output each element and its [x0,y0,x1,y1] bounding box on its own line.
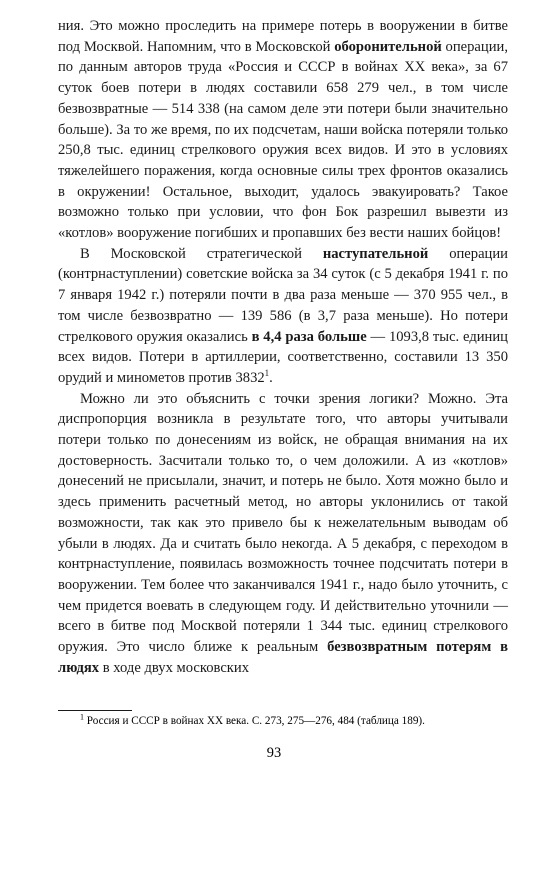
page-number: 93 [266,745,282,761]
paragraph-1 [58,16,508,244]
footnote-ref: 1 [264,368,270,379]
footnote-text: Россия и СССР в войнах XX века. С. 273, 275—276, 484 (таблица 189). [84,715,425,727]
footnote-divider [58,710,132,711]
text-run: В Московской стратегической [80,245,323,262]
text-run: ния. Это можно проследить на примере потерь в вооружении в битве под Москвой. Напомним, что в Московской [58,18,508,55]
text-run: операции (контрнаступлении) советские войска за 34 суток (с 5 декабря 1941 г. по 7 января 1942 г.) потеряли почти в два раза меньше — 370 955 чел., в том числе безвозвратно — 139 586 (в 3,7 раза меньше). Но потери стрелкового оружия оказались [58,245,508,345]
bold-run: безвозвратным потерям в людях [58,639,508,676]
text-run: Можно ли это объяснить с точки зрения логики? Можно. Эта диспропорция возникла в результате того, что авторы учитывали потери только по донесениям из войск, не обращая внимания на их достоверность. Засчитали только то, о чем доложили. А из «котлов» донесений не присылали, значит, и потерь не было. Хотя можно было и здесь применить расчетный метод, но авторы уклонились от такой возможности, так как это привело бы к нежелательным выводам об убыли в людях. Да и считать было некогда. А 5 декабря, с переходом в контрнаступление, появилась возможность точнее подсчитать потери в вооружении. Тем более что заканчивался 1941 г., надо было уточнить, с чем придется воевать в следующем году. И действительно уточнили — всего в битве под Москвой потеряли 1 344 тыс. единиц стрелкового оружия. Это число ближе к реальным [58,390,508,656]
footnote-marker: 1 [80,712,84,722]
paragraph-2 [58,244,508,389]
paragraph-3 [58,389,508,679]
text-run: — 1093,8 тыс. единиц всех видов. Потери в артиллерии, соответственно, составили 13 350 орудий и минометов против 3832 [58,328,508,386]
bold-run: наступательной [322,245,429,262]
bold-run: оборонительной [334,38,442,55]
bold-run: в 4,4 раза больше [251,328,367,345]
footnote [80,714,508,728]
text-run: операции, по данным авторов труда «Россия и СССР в войнах XX века», за 67 суток боев потери в людях составили 658 279 чел., в том числе безвозвратные — 514 338 (на самом деле эти потери были значительно больше). За то же время, по их подсчетам, наши войска потеряли только 250,8 тыс. единиц стрелкового оружия всех видов. И это в условиях тяжелейшего поражения, когда основные силы трех фронтов оказались в окружении! Остальное, выходит, удалось эвакуировать? Такое возможно только при условии, что фон Бок разрешил вывезти из «котлов» вооружение погибших и пропавших без вести наших бойцов! [58,38,508,242]
text-run: в ходе двух московских [99,659,250,676]
text-run: . [269,369,273,386]
body-text [58,16,508,679]
